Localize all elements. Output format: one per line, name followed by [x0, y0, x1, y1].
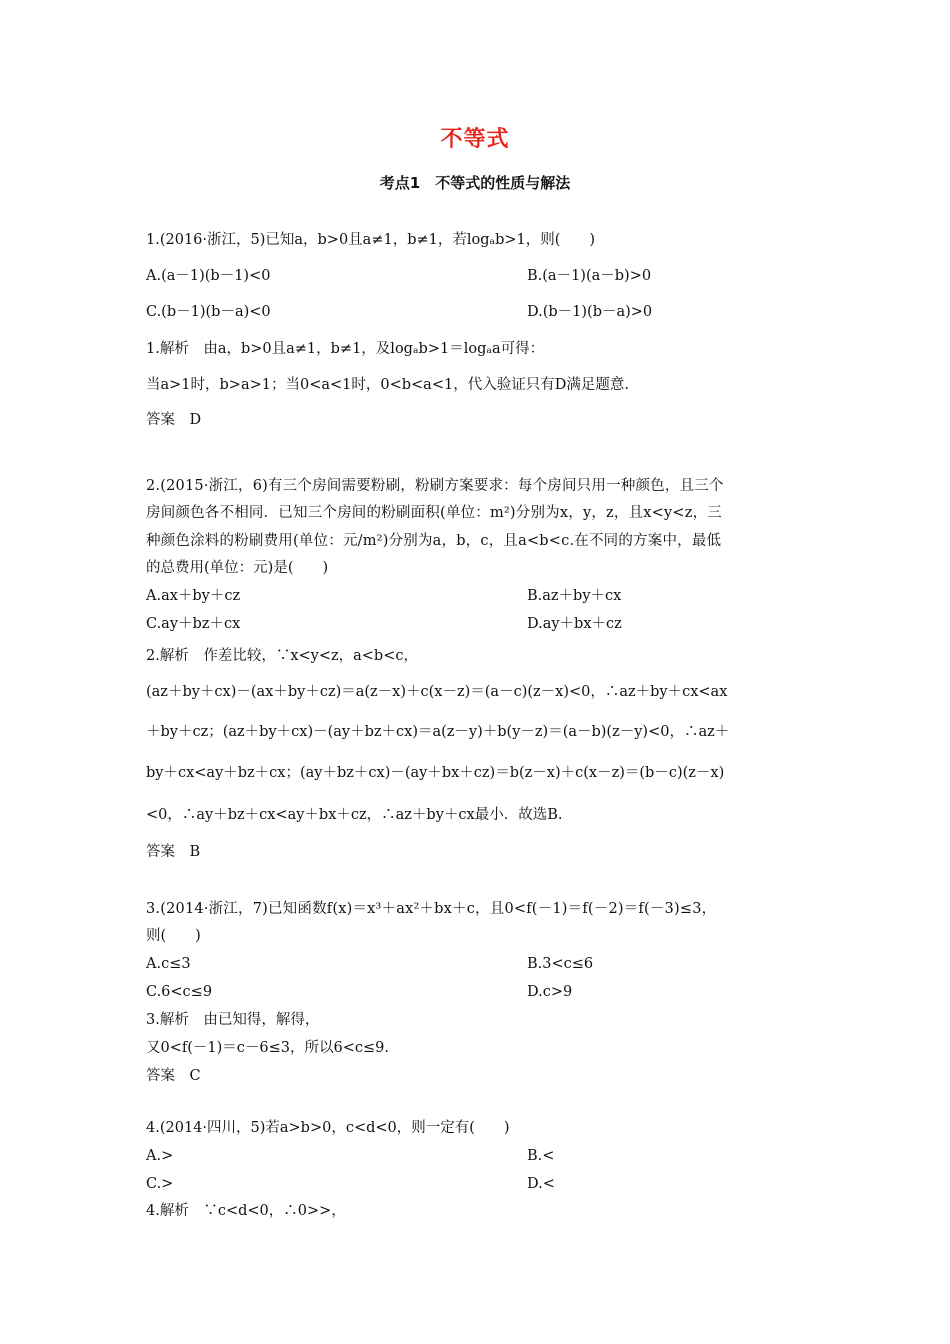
q3-option-c: C.6<c≤9 [146, 984, 213, 1000]
q2-analysis-line1: 2.解析 作差比较，∵x<y<z，a<b<c， [146, 648, 418, 664]
q1-option-a: A.(a－1)(b－1)<0 [146, 268, 271, 284]
q3-stem-line2: 则( ) [146, 928, 201, 944]
q2-answer: 答案 B [146, 844, 201, 860]
section-subtitle: 考点1 不等式的性质与解法 [379, 174, 571, 192]
q1-analysis-line1: 1.解析 由a，b>0且a≠1，b≠1，及logₐb>1＝logₐa可得： [146, 341, 545, 357]
q1-option-b: B.(a－1)(a－b)>0 [527, 268, 652, 284]
q2-analysis-line2: (az＋by＋cx)－(ax＋by＋cz)＝a(z－x)＋c(x－z)＝(a－c)(z－x)<0，∴az＋by＋cx<ax [146, 684, 728, 700]
q2-analysis-line3: ＋by＋cz；(az＋by＋cx)－(ay＋bz＋cx)＝a(z－y)＋b(y－z)＝(a－b)(z－y)<0，∴az＋ [146, 724, 730, 740]
q3-answer: 答案 C [146, 1068, 201, 1084]
q2-stem-line2: 房间颜色各不相同．已知三个房间的粉刷面积(单位：m²)分别为x，y，z，且x<y<z，三 [146, 505, 722, 521]
q4-option-c: C.> [146, 1176, 174, 1192]
q2-option-c: C.ay＋bz＋cx [146, 616, 241, 632]
q2-option-a: A.ax＋by＋cz [146, 588, 241, 604]
q2-option-b: B.az＋by＋cx [527, 588, 622, 604]
q2-analysis-line5: <0，∴ay＋bz＋cx<ay＋bx＋cz，∴az＋by＋cx最小．故选B. [146, 807, 563, 823]
q3-analysis-line1: 3.解析 由已知得，解得， [146, 1012, 320, 1028]
q3-option-d: D.c>9 [527, 984, 573, 1000]
q1-option-c: C.(b－1)(b－a)<0 [146, 304, 271, 320]
q3-option-b: B.3<c≤6 [527, 956, 594, 972]
q1-stem: 1.(2016·浙江，5)已知a，b>0且a≠1，b≠1，若logₐb>1，则( ) [146, 232, 596, 248]
q3-option-a: A.c≤3 [146, 956, 191, 972]
q2-analysis-line4: by＋cx<ay＋bz＋cx；(ay＋bz＋cx)－(ay＋bx＋cz)＝b(z－x)＋c(x－z)＝(b－c)(z－x) [146, 765, 725, 781]
q2-option-d: D.ay＋bx＋cz [527, 616, 622, 632]
q2-stem-line1: 2.(2015·浙江，6)有三个房间需要粉刷，粉刷方案要求：每个房间只用一种颜色，且三个 [146, 478, 724, 494]
q4-stem: 4.(2014·四川，5)若a>b>0，c<d<0，则一定有( ) [146, 1120, 510, 1136]
q3-analysis-line2: 又0<f(－1)＝c－6≤3，所以6<c≤9. [146, 1040, 389, 1056]
q4-option-b: B.< [527, 1148, 555, 1164]
q3-stem-line1: 3.(2014·浙江，7)已知函数f(x)＝x³＋ax²＋bx＋c，且0<f(－1)＝f(－2)＝f(－3)≤3， [146, 901, 717, 917]
q1-option-d: D.(b－1)(b－a)>0 [527, 304, 653, 320]
q4-analysis-line1: 4.解析 ∵c<d<0，∴0>>， [146, 1203, 346, 1219]
q4-option-a: A.> [146, 1148, 174, 1164]
q2-stem-line4: 的总费用(单位：元)是( ) [146, 560, 329, 576]
page-title: 不等式 [440, 127, 510, 152]
q4-option-d: D.< [527, 1176, 555, 1192]
q1-answer: 答案 D [146, 412, 202, 428]
q1-analysis-line2: 当a>1时，b>a>1；当0<a<1时，0<b<a<1，代入验证只有D满足题意. [146, 377, 629, 393]
q2-stem-line3: 种颜色涂料的粉刷费用(单位：元/m²)分别为a，b，c，且a<b<c.在不同的方案中，最低 [146, 533, 722, 549]
